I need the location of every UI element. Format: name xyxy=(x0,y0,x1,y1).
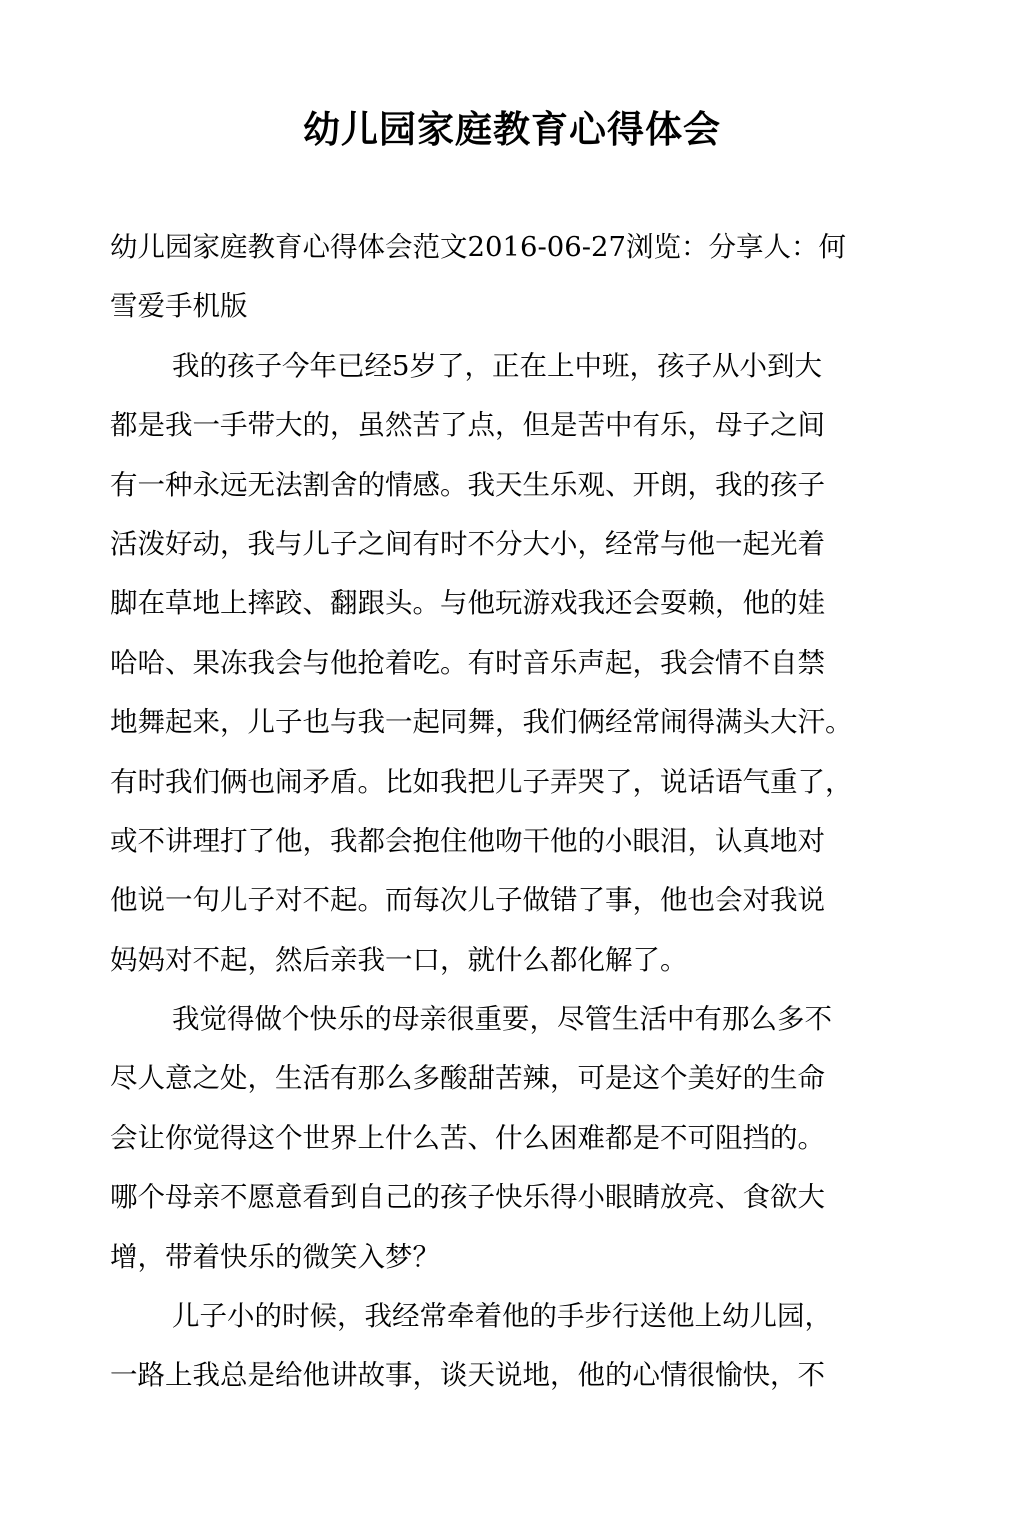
paragraph-first-line: 我的孩子今年已经5岁了，正在上中班，孩子从小到大 xyxy=(172,349,822,382)
text-line: 有时我们俩也闹矛盾。比如我把儿子弄哭了，说话语气重了， xyxy=(110,765,853,798)
document-body xyxy=(110,218,890,1406)
paragraph-first-line: 儿子小的时候，我经常牵着他的手步行送他上幼儿园， xyxy=(172,1300,832,1333)
text-line: 他说一句儿子对不起。而每次儿子做错了事，他也会对我说 xyxy=(110,884,825,917)
text-line: 妈妈对不起，然后亲我一口，就什么都化解了。 xyxy=(110,943,688,976)
text-line: 增，带着快乐的微笑入梦？ xyxy=(110,1240,440,1273)
text-line: 地舞起来，儿子也与我一起同舞，我们俩经常闹得满头大汗。 xyxy=(110,706,853,739)
paragraph-first-line: 我觉得做个快乐的母亲很重要，尽管生活中有那么多不 xyxy=(172,1003,832,1036)
text-line: 哪个母亲不愿意看到自己的孩子快乐得小眼睛放亮、食欲大 xyxy=(110,1181,825,1214)
text-line: 幼儿园家庭教育心得体会范文2016-06-27浏览：分享人：何 xyxy=(110,231,847,263)
text-line: 一路上我总是给他讲故事，谈天说地，他的心情很愉快，不 xyxy=(110,1359,825,1392)
text-line: 或不讲理打了他，我都会抱住他吻干他的小眼泪，认真地对 xyxy=(110,824,825,857)
text-line: 都是我一手带大的，虽然苦了点，但是苦中有乐，母子之间 xyxy=(110,409,825,442)
text-line: 哈哈、果冻我会与他抢着吃。有时音乐声起，我会情不自禁 xyxy=(110,646,825,679)
text-line: 会让你觉得这个世界上什么苦、什么困难都是不可阻挡的。 xyxy=(110,1121,825,1154)
text-line: 有一种永远无法割舍的情感。我天生乐观、开朗，我的孩子 xyxy=(110,468,825,501)
text-line: 尽人意之处，生活有那么多酸甜苦辣，可是这个美好的生命 xyxy=(110,1062,825,1095)
document-title: 幼儿园家庭教育心得体会 xyxy=(303,108,721,151)
text-line: 脚在草地上摔跤、翻跟头。与他玩游戏我还会耍赖，他的娃 xyxy=(110,587,825,620)
text-line: 雪爱手机版 xyxy=(110,290,248,323)
text-line: 活泼好动，我与儿子之间有时不分大小，经常与他一起光着 xyxy=(110,527,825,560)
